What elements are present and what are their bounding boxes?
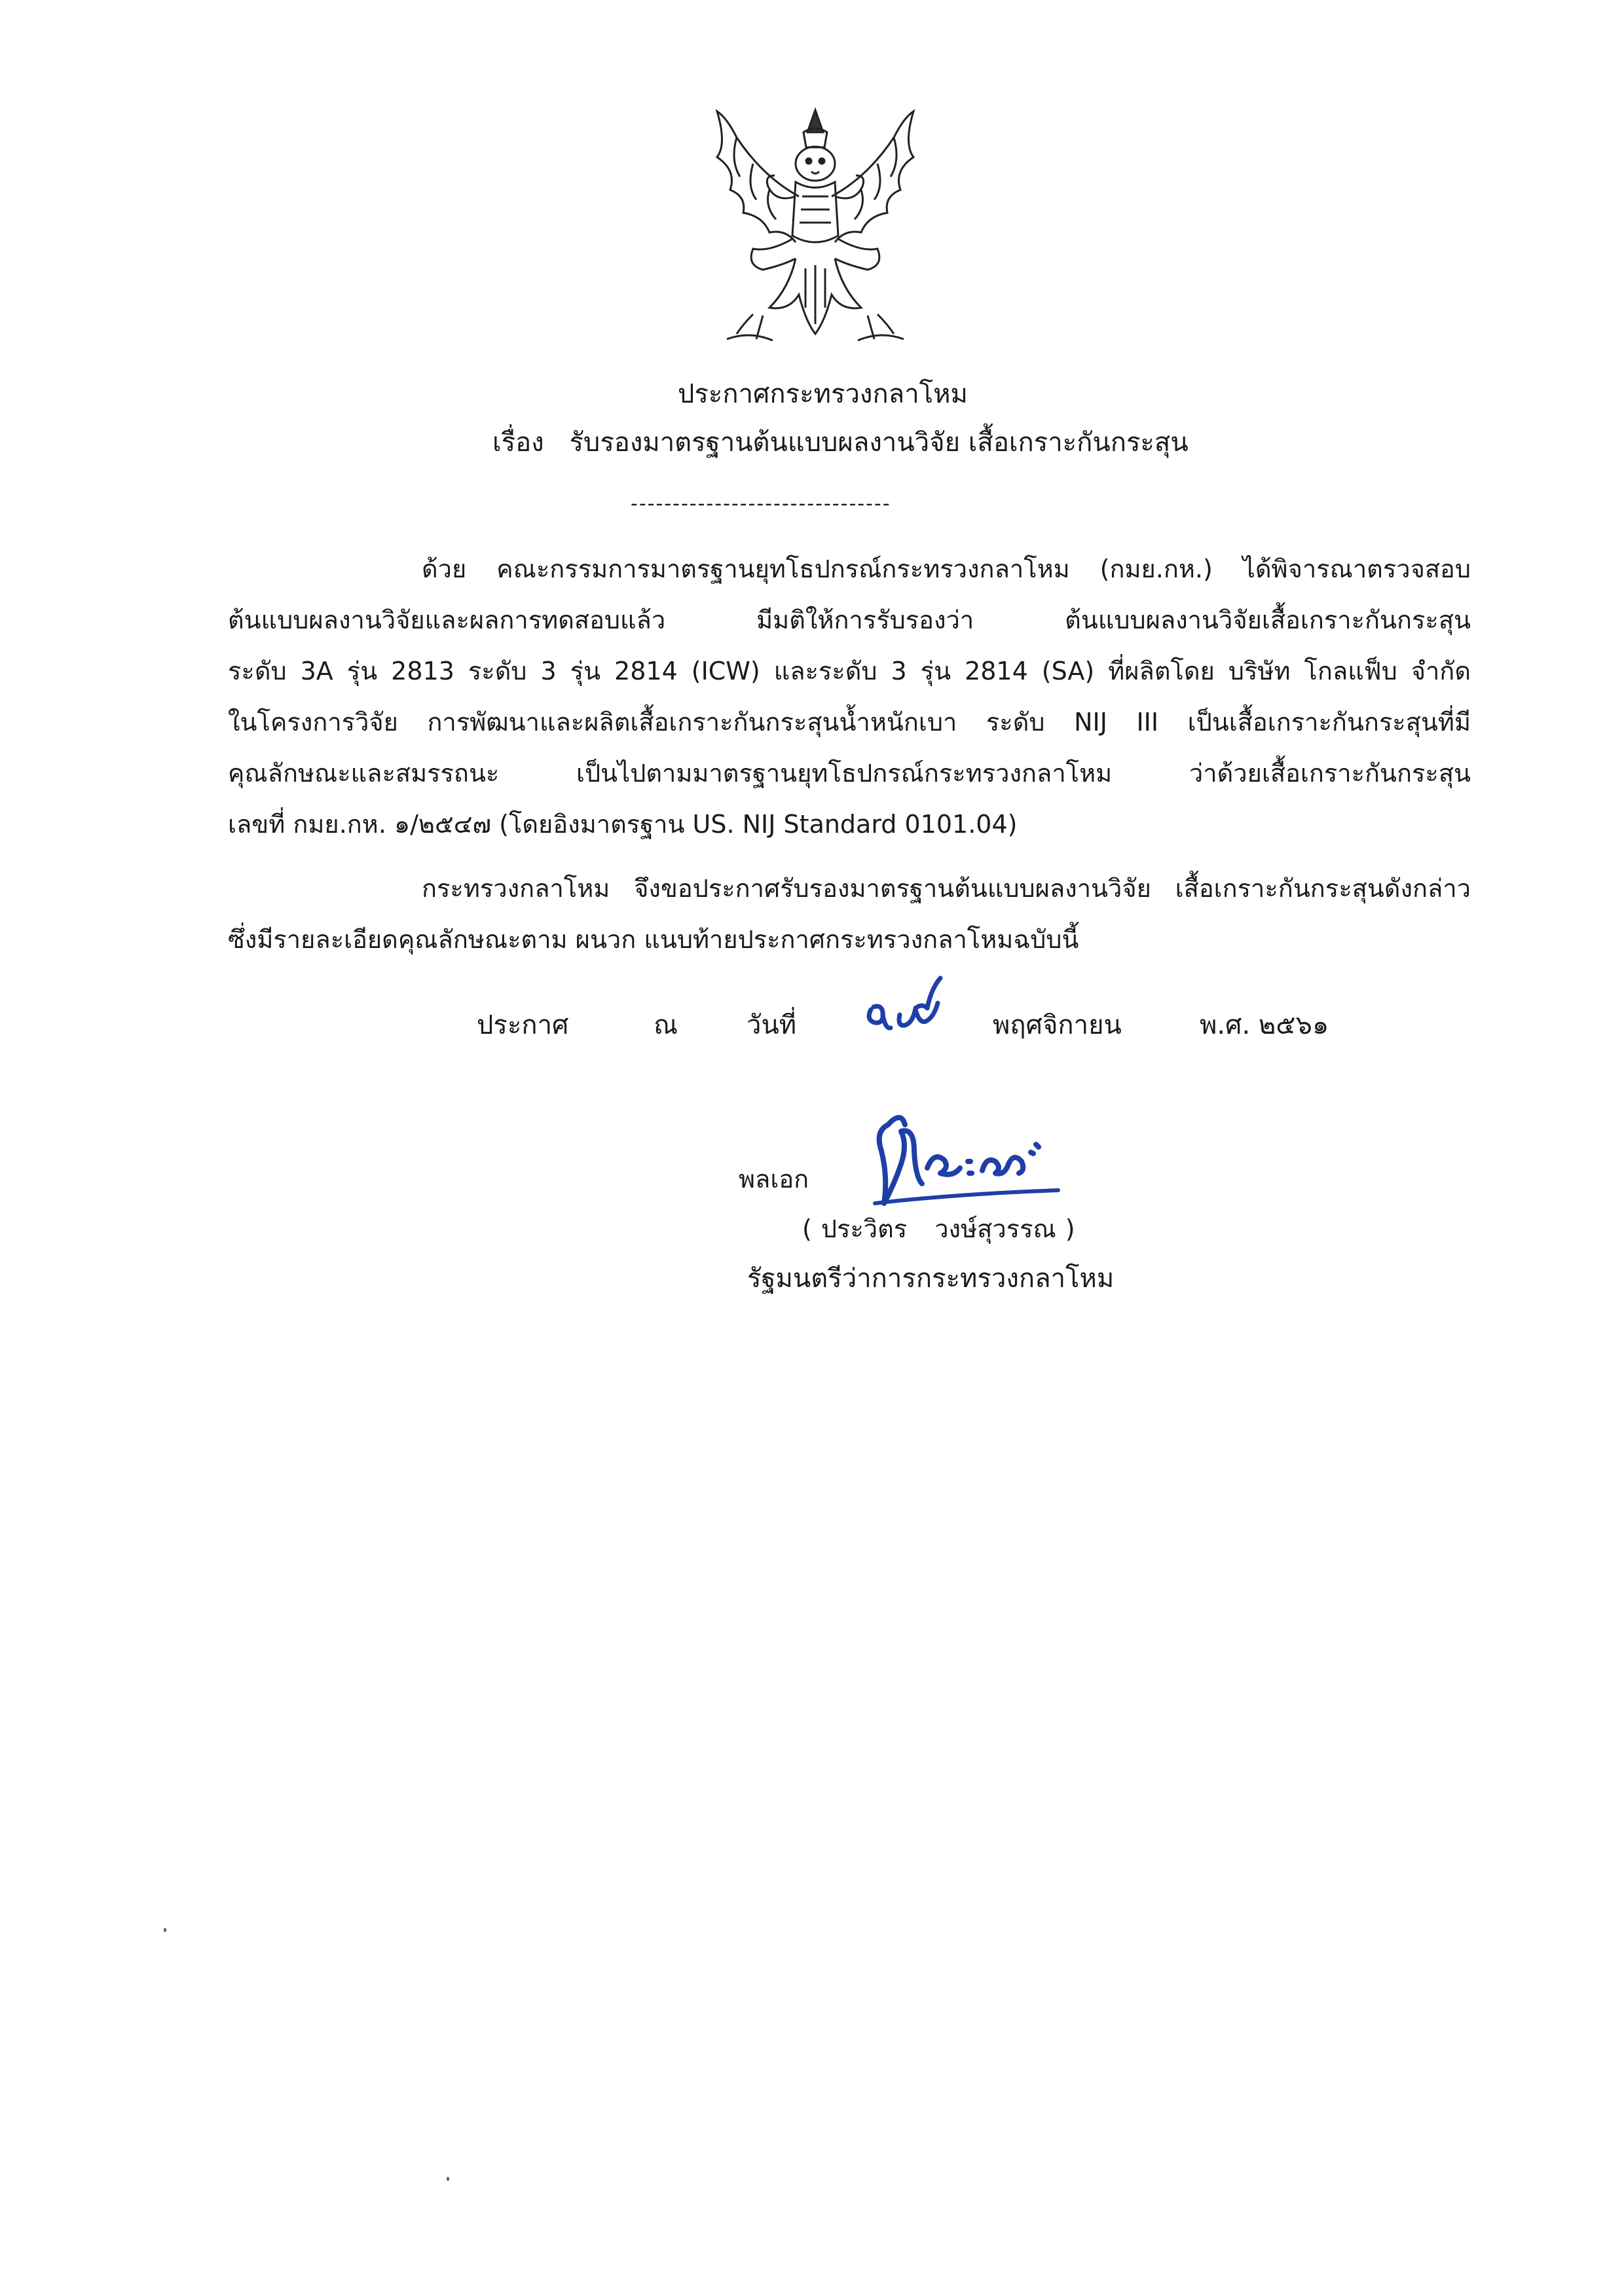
announce-day-label: วันที่ [747, 1010, 797, 1040]
signatory-position: รัฐมนตรีว่าการกระทรวงกลาโหม [747, 1264, 1115, 1294]
announce-year: พ.ศ. ๒๕๖๑ [1200, 1010, 1329, 1040]
paragraph-line: ระดับ 3A รุ่น 2813 ระดับ 3 รุ่น 2814 (ICW) และระดับ 3 รุ่น 2814 (SA) ที่ผลิตโดย บริษัท โกลแฟ็บ จำกัด [228, 657, 1471, 685]
garuda-emblem-icon [691, 98, 940, 357]
announce-month: พฤศจิกายน [993, 1010, 1122, 1040]
scan-speck [447, 2177, 449, 2181]
paragraph-line: คุณลักษณะและสมรรถนะ เป็นไปตามมาตรฐานยุทโธปกรณ์กระทรวงกลาโหม ว่าด้วยเสื้อเกราะกันกระสุน [228, 759, 1471, 788]
subject-text: รับรองมาตรฐานต้นแบบผลงานวิจัย เสื้อเกราะกันกระสุน [569, 428, 1189, 458]
paragraph-line: ซึ่งมีรายละเอียดคุณลักษณะตาม ผนวก แนบท้ายประกาศกระทรวงกลาโหมฉบับนี้ [228, 925, 1079, 954]
paragraph-line: กระทรวงกลาโหม จึงขอประกาศรับรองมาตรฐานต้นแบบผลงานวิจัย เสื้อเกราะกันกระสุนดังกล่าว [422, 874, 1471, 903]
paragraph-1 [228, 543, 1471, 850]
signatory-name [802, 1209, 1075, 1248]
paragraph-line: ด้วย คณะกรรมการมาตรฐานยุทโธปกรณ์กระทรวงกลาโหม (กมย.กห.) ได้พิจารณาตรวจสอบ [422, 555, 1471, 583]
paragraph-line: ต้นแบบผลงานวิจัยและผลการทดสอบแล้ว มีมติให้การรับรองว่า ต้นแบบผลงานวิจัยเสื้อเกราะกันกระสุน [228, 606, 1471, 634]
subject-line [492, 424, 1189, 461]
handwritten-signature [862, 1105, 1071, 1216]
paragraph-line: ในโครงการวิจัย การพัฒนาและผลิตเสื้อเกราะกันกระสุนน้ำหนักเบา ระดับ NIJ III เป็นเสื้อเกราะกันกระสุนที่มี [228, 708, 1471, 737]
announce-at: ณ [654, 1010, 678, 1040]
signatory-first-name: ประวิตร [821, 1214, 908, 1243]
subject-label: เรื่อง [492, 428, 544, 458]
paragraph-line: เลขที่ กมย.กห. ๑/๒๕๔๗ (โดยอิงมาตรฐาน US. NIJ Standard 0101.04) [228, 810, 1018, 839]
announce-word: ประกาศ [477, 1010, 569, 1040]
name-close-paren: ) [1065, 1214, 1075, 1243]
title-divider: ------------------------------- [631, 492, 891, 515]
handwritten-day-number [859, 969, 951, 1041]
name-open-paren: ( [802, 1214, 812, 1243]
announcement-title: ประกาศกระทรวงกลาโหม [678, 379, 968, 409]
signatory-last-name: วงษ์สุวรรณ [934, 1214, 1056, 1243]
signatory-rank: พลเอก [739, 1165, 809, 1194]
scan-speck [164, 1928, 166, 1932]
paragraph-2 [228, 863, 1471, 965]
